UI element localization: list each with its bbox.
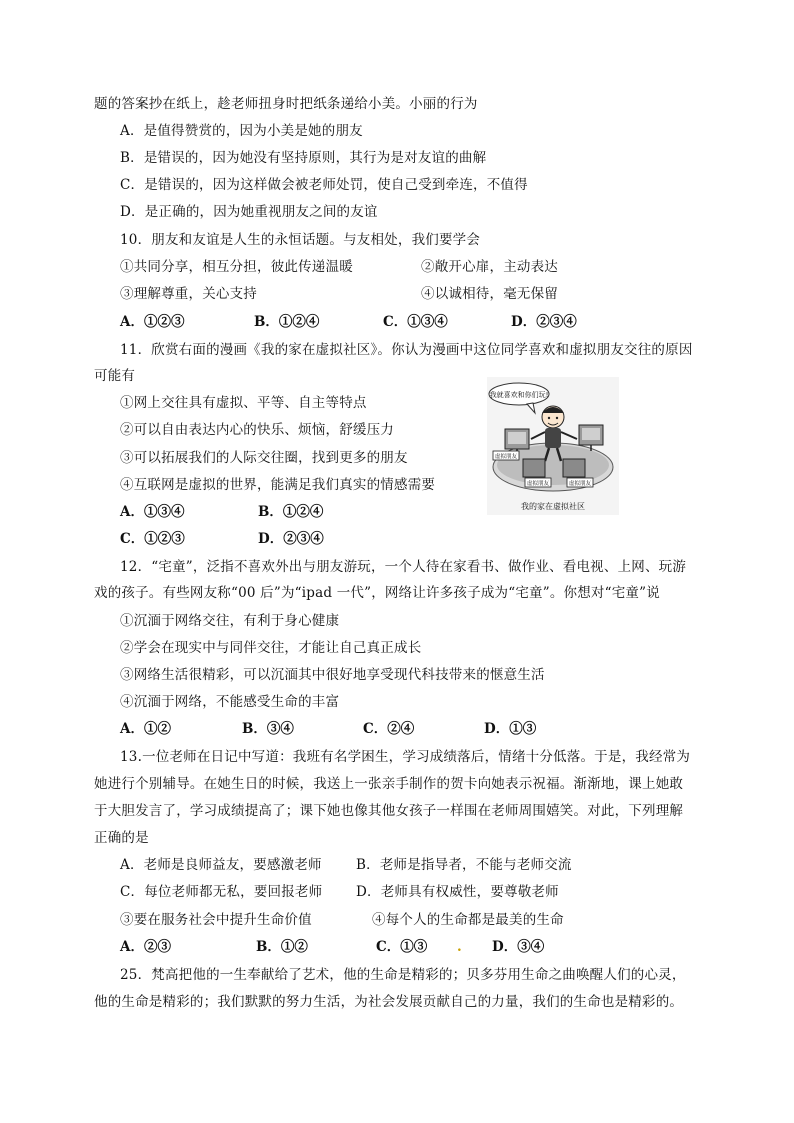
q9-option-a: A．是值得赞赏的，因为小美是她的朋友 (120, 123, 363, 139)
q13-stem-line3: 于大胆发言了，学习成绩提高了；课下她也像其他女孩子一样围在老师周围嬉笑。对此，下列理解 (94, 803, 684, 819)
q12-stem-line1: 12．“宅童”，泛指不喜欢外出与朋友游玩，一个人待在家看书、做作业、看电视、上网、玩游 (120, 559, 687, 575)
cartoon-image (487, 377, 619, 515)
q11-stem-line1: 11．欣赏右面的漫画《我的家在虚拟社区》。你认为漫画中这位同学喜欢和虚拟朋友交往的原因 (120, 342, 693, 358)
cartoon-tag-1: 虚拟朋友 (494, 454, 518, 460)
q13-stem-line4: 正确的是 (94, 830, 149, 846)
q13-statement-4: ④每个人的生命都是最美的生命 (372, 912, 564, 928)
q13-answer-b: B．①② (256, 939, 308, 955)
q13-option-c: C．每位老师都无私，要回报老师 (120, 884, 323, 900)
q12-statement-2: ②学会在现实中与同伴交往，才能让自己真正成长 (120, 640, 422, 656)
q13-stem-line2: 她进行个别辅导。在她生日的时候，我送上一张亲手制作的贺卡向她表示祝福。渐渐地，课上她敢 (94, 776, 684, 792)
q10-statement-3: ③理解尊重，关心支持 (120, 286, 257, 302)
q13-stray-dot: . (457, 939, 462, 955)
q9-option-c: C．是错误的，因为这样做会被老师处罚，使自己受到牵连，不值得 (120, 177, 528, 193)
q10-answer-b: B．①②④ (254, 314, 320, 330)
q11-answer-d: D．②③④ (258, 531, 324, 547)
q10-stem: 10．朋友和友谊是人生的永恒话题。与友相处，我们要学会 (120, 232, 481, 248)
q10-statement-1: ①共同分享，相互分担，彼此传递温暖 (120, 259, 353, 275)
q9-option-b: B．是错误的，因为她没有坚持原则，其行为是对友谊的曲解 (120, 150, 487, 166)
q12-statement-4: ④沉湎于网络，不能感受生命的丰富 (120, 694, 340, 710)
q10-answer-d: D．②③④ (511, 314, 577, 330)
q13-answer-d: D．③④ (492, 939, 545, 955)
q13-statement-3: ③要在服务社会中提升生命价值 (120, 912, 312, 928)
cartoon-bubble-text: 我就喜欢和你们玩! (489, 391, 549, 399)
q13-option-a: A．老师是良师益友，要感激老师 (120, 857, 322, 873)
cartoon-caption: 我的家在虚拟社区 (521, 502, 585, 511)
q12-stem-line2: 戏的孩子。有些网友称“00 后”为“ipad 一代”，网络让许多孩子成为“宅童”。你想对“宅童”说 (94, 585, 660, 601)
q10-answer-a: A．①②③ (120, 314, 185, 330)
q11-statement-4: ④互联网是虚拟的世界，能满足我们真实的情感需要 (120, 477, 436, 493)
q11-statement-2: ②可以自由表达内心的快乐、烦恼，舒缓压力 (120, 422, 394, 438)
q13-option-b: B．老师是指导者，不能与老师交流 (356, 857, 572, 873)
q9-option-d: D．是正确的，因为她重视朋友之间的友谊 (120, 204, 378, 220)
q11-stem-line2: 可能有 (94, 368, 136, 384)
q10-statement-2: ②敞开心扉，主动表达 (421, 259, 558, 275)
q11-answer-a: A．①③④ (120, 504, 185, 520)
q25-stem-line2: 他的生命是精彩的；我们默默的努力生活，为社会发展贡献自己的力量，我们的生命也是精彩的。 (94, 994, 684, 1010)
q12-statement-3: ③网络生活很精彩，可以沉湎其中很好地享受现代科技带来的惬意生活 (120, 667, 545, 683)
q13-stem-line1: 13.一位老师在日记中写道：我班有名学困生，学习成绩落后，情绪十分低落。于是，我经常为 (120, 749, 691, 765)
cartoon-tag-3: 虚拟朋友 (568, 481, 592, 487)
q11-answer-b: B．①②④ (258, 504, 324, 520)
q11-statement-3: ③可以拓展我们的人际交往圈，找到更多的朋友 (120, 450, 408, 466)
q12-answer-d: D．①③ (484, 721, 537, 737)
q13-answer-a: A．②③ (120, 939, 171, 955)
q13-answer-c: C．①③ (376, 939, 428, 955)
cartoon-virtual-community (487, 377, 619, 515)
q12-statement-1: ①沉湎于网络交往，有利于身心健康 (120, 613, 340, 629)
q13-option-d: D．老师具有权威性，要尊敬老师 (356, 884, 559, 900)
q11-answer-c: C．①②③ (120, 531, 185, 547)
q11-statement-1: ①网上交往具有虚拟、平等、自主等特点 (120, 395, 367, 411)
q9-stem-continuation: 题的答案抄在纸上，趁老师扭身时把纸条递给小美。小丽的行为 (94, 96, 478, 112)
q10-statement-4: ④以诚相待，毫无保留 (421, 286, 558, 302)
q12-answer-b: B．③④ (242, 721, 294, 737)
q12-answer-a: A．①② (120, 721, 171, 737)
cartoon-tag-2: 虚拟朋友 (526, 481, 550, 487)
q25-stem-line1: 25．梵高把他的一生奉献给了艺术，他的生命是精彩的；贝多芬用生命之曲唤醒人们的心灵， (120, 967, 686, 983)
q12-answer-c: C．②④ (363, 721, 415, 737)
q10-answer-c: C．①③④ (383, 314, 448, 330)
